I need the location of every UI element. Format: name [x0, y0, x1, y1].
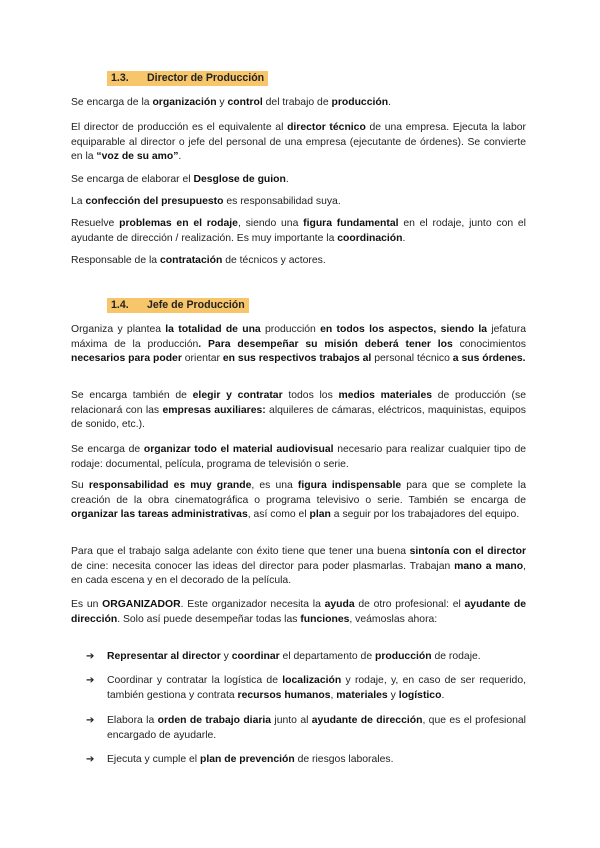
text-run: . — [178, 151, 182, 162]
text-run: , en cada escena y en el decorado de la película. — [71, 560, 526, 586]
bold-text: coordinación — [337, 232, 403, 244]
bold-text: responsabilidad es muy grande — [88, 480, 252, 491]
paragraph — [71, 323, 526, 367]
bold-text: necesarios para poder — [71, 353, 185, 364]
bold-text: ayudante de dirección — [71, 599, 526, 625]
paragraph — [71, 96, 526, 111]
text-run: producción — [264, 324, 316, 335]
text-run: , que es el profesional encargado de ayudarle. — [107, 715, 526, 741]
text-run: Para que el trabajo salga adelante con éxito tiene que tener una buena — [71, 546, 410, 557]
bold-text: control — [227, 97, 263, 108]
bold-text: producción — [331, 97, 389, 108]
text-run: de rodaje. — [431, 651, 481, 662]
paragraph — [71, 254, 526, 269]
section-title: Jefe de Producción — [147, 299, 245, 311]
text-run: personal técnico — [374, 353, 450, 364]
text-run: jefatura máxima de la producción — [71, 324, 526, 350]
bold-text: plan de prevención — [199, 754, 295, 765]
text-run: Organiza y plantea — [71, 324, 162, 335]
section-number: 1.4. — [111, 299, 129, 311]
text-run: es responsabilidad suya. — [223, 196, 341, 207]
bold-text: organizar todo el material audiovisual — [143, 444, 334, 455]
list-item-text — [107, 714, 526, 743]
bold-text: a sus órdenes. — [449, 353, 526, 364]
bold-text: figura indispensable — [297, 480, 402, 491]
arrow-icon: ➔ — [86, 675, 95, 686]
bold-text: sintonía con el director — [409, 546, 526, 557]
bold-text: producción — [374, 651, 432, 662]
bold-text: recursos humanos — [237, 689, 331, 701]
text-run: Es un — [71, 599, 103, 610]
section-number: 1.3. — [111, 72, 129, 84]
bold-text: empresas auxiliares: — [162, 404, 266, 416]
bold-text: la totalidad de una — [161, 324, 265, 335]
text-run: Responsable de la — [71, 255, 160, 266]
paragraph — [71, 121, 526, 165]
text-run: Resuelve — [71, 218, 120, 229]
text-run: necesario para realizar cualquier tipo de rodaje: documental, película, programa de televisión o serie. — [71, 444, 527, 470]
arrow-icon: ➔ — [86, 754, 95, 765]
arrow-icon: ➔ — [86, 651, 95, 662]
text-run: , así como el — [247, 509, 310, 520]
section-title: Director de Producción — [147, 72, 265, 84]
section-heading-1-4 — [107, 298, 249, 313]
paragraph — [71, 545, 526, 589]
text-run: de otro profesional: el — [354, 599, 465, 610]
text-run: junto al — [271, 715, 312, 726]
bold-text: plan — [309, 509, 331, 520]
paragraph — [71, 195, 526, 210]
text-run: Se encarga de — [71, 444, 144, 455]
text-run: y — [387, 689, 399, 701]
text-run: Su — [71, 480, 89, 491]
text-run: . Solo así puede desempeñar todas las — [117, 613, 301, 625]
paragraph — [71, 443, 526, 472]
text-run: . — [402, 232, 406, 244]
paragraph — [71, 217, 526, 246]
text-run: La — [71, 196, 86, 207]
text-run: Se encarga también de — [71, 390, 193, 401]
bold-text: mano a mano — [454, 560, 524, 572]
text-run: conocimientos — [459, 338, 526, 350]
bold-text: organizar las tareas administrativas — [71, 509, 248, 520]
bold-text: Representar al director — [107, 651, 221, 662]
section-heading-1-3 — [107, 71, 268, 86]
text-run: Ejecuta y cumple el — [107, 754, 200, 765]
bold-text: localización — [282, 675, 342, 686]
text-run: Coordinar y contratar la logística de — [107, 675, 283, 686]
text-run: y rodaje, y, en caso de ser requerido, también gestiona y contrata — [107, 675, 526, 701]
text-run: . — [285, 174, 289, 185]
text-run: , — [330, 689, 337, 701]
bold-text: en sus respectivos trabajos al — [220, 353, 375, 364]
text-run: Elabora la — [107, 715, 158, 726]
bold-text: organización — [152, 97, 217, 108]
text-run: , siendo una — [237, 218, 304, 229]
bold-text: confección del presupuesto — [85, 196, 224, 207]
text-run: en el rodaje, junto con el ayudante de dirección / realización. Es muy importante la — [71, 218, 526, 244]
text-run: del trabajo de — [262, 97, 332, 108]
text-run: de técnicos y actores. — [222, 255, 326, 266]
bold-text: . Para desempeñar su misión deberá tener los — [198, 338, 460, 350]
bold-text: director técnico — [287, 122, 366, 133]
text-run: de producción (se relacionará con las — [71, 390, 526, 416]
bold-text: problemas en el rodaje — [119, 218, 238, 229]
text-run: El director de producción es el equivalente al — [71, 122, 288, 133]
text-run: para que se complete la creación de la obra cinematográfica o programa televisivo o serie. También se encarga de — [71, 480, 527, 506]
bold-text: elegir y contratar — [192, 390, 283, 401]
text-run: de riesgos laborales. — [294, 754, 394, 765]
text-run: alquileres de cámaras, eléctricos, maquinistas, equipos de sonido, etc.). — [71, 404, 526, 430]
bold-text: coordinar — [231, 651, 280, 662]
paragraph — [71, 479, 526, 523]
text-run: orientar — [184, 353, 221, 364]
text-run: de cine: necesita conocer las ideas del director para poder plasmarlas. Trabajan — [71, 560, 455, 572]
bold-text: figura fundamental — [303, 218, 399, 229]
bold-text: Desglose de guion — [193, 174, 286, 185]
bold-text: logístico — [398, 689, 442, 701]
paragraph — [71, 389, 526, 433]
paragraph — [71, 173, 526, 188]
bold-text: orden de trabajo diaria — [157, 715, 272, 726]
text-run: y — [216, 97, 228, 108]
text-run: y — [220, 651, 232, 662]
text-run: . Este organizador necesita la — [180, 599, 325, 610]
bold-text: medios materiales — [338, 390, 433, 401]
text-run: . — [441, 689, 445, 701]
bold-text: materiales — [336, 689, 388, 701]
list-item-text — [107, 753, 526, 768]
bold-text: en todos los aspectos, siendo la — [315, 324, 492, 335]
text-run: Se encarga de elaborar el — [71, 174, 194, 185]
text-run: el departamento de — [279, 651, 375, 662]
text-run: . — [388, 97, 391, 108]
list-item-text — [107, 674, 526, 703]
text-run: todos los — [282, 390, 339, 401]
text-run: Se encarga de la — [71, 97, 153, 108]
text-run: , veámoslas ahora: — [349, 613, 438, 625]
bold-text: ayuda — [324, 599, 355, 610]
bold-text: “voz de su amo” — [96, 151, 179, 162]
bold-text: funciones — [300, 613, 350, 625]
list-item-text — [107, 650, 526, 665]
arrow-icon: ➔ — [86, 715, 95, 726]
bold-text: ayudante de dirección — [311, 715, 423, 726]
bold-text: contratación — [159, 255, 223, 266]
text-run: , es una — [251, 480, 298, 491]
paragraph — [71, 598, 526, 627]
bold-text: ORGANIZADOR — [102, 599, 181, 610]
text-run: a seguir por los trabajadores del equipo. — [330, 509, 520, 520]
text-run: de una empresa. Ejecuta la labor equiparable al director o jefe del personal de una empresa (ejecutante de órdenes). Se convierte en la — [71, 122, 526, 162]
